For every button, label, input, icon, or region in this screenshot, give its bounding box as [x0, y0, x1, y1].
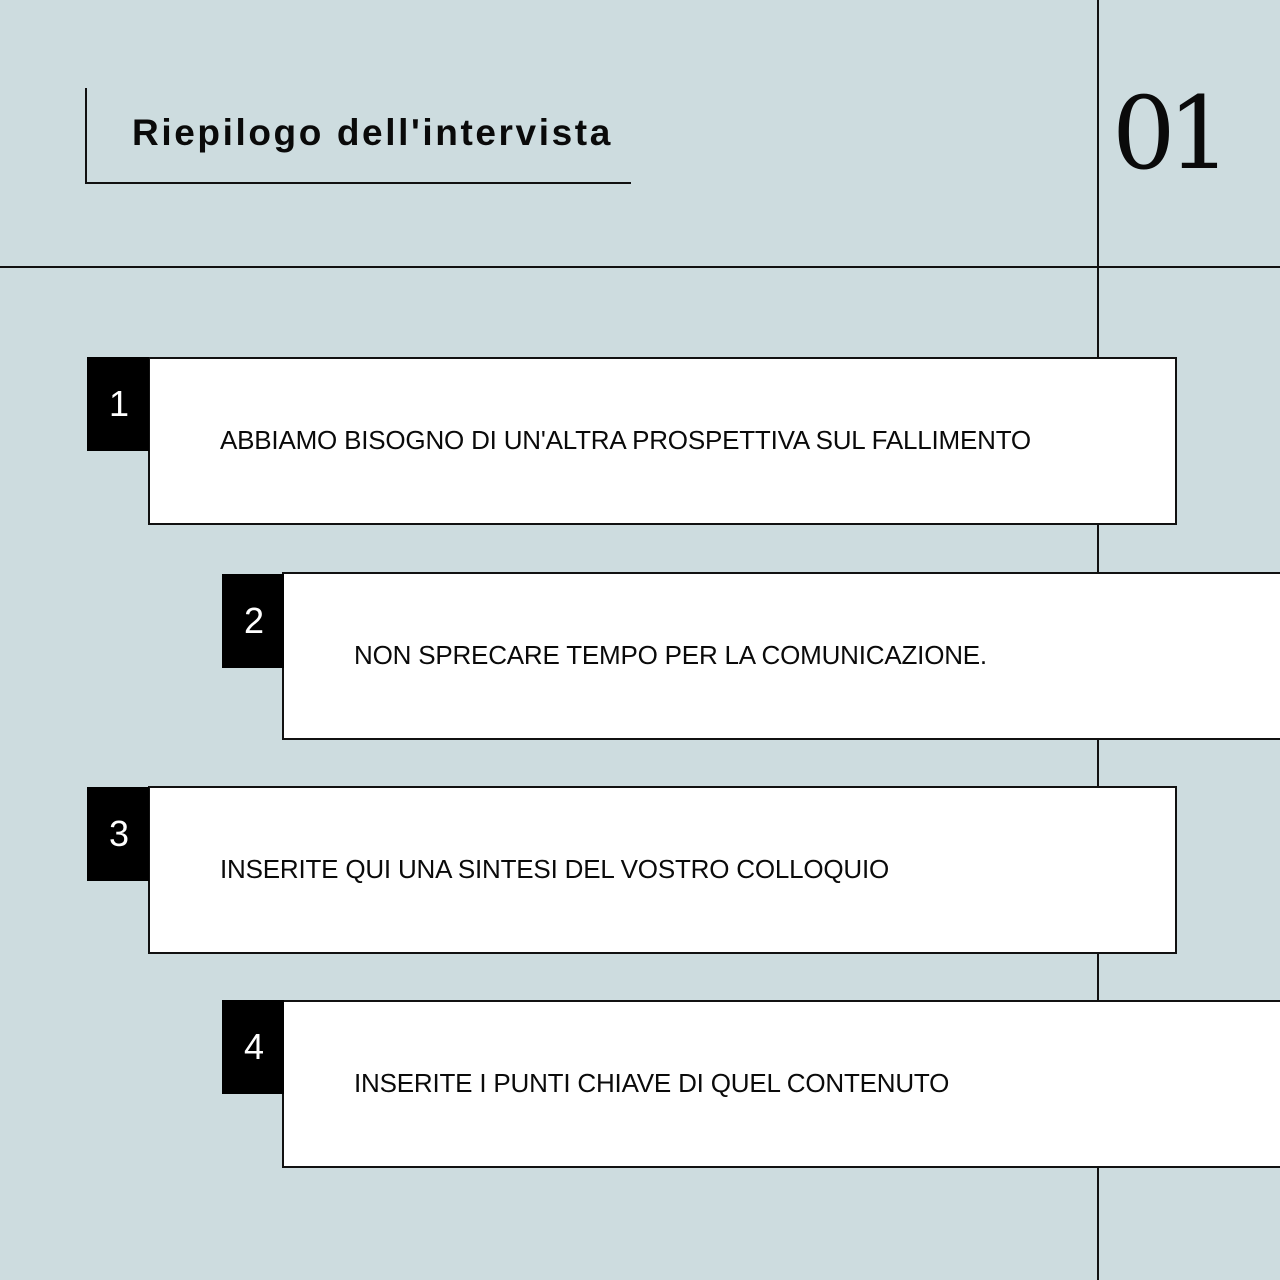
- page-number: 01: [1112, 75, 1224, 192]
- horizontal-divider-line: [0, 266, 1280, 268]
- summary-card-1: [148, 357, 1177, 525]
- summary-text-3: INSERITE QUI UNA SINTESI DEL VOSTRO COLLOQUIO: [220, 854, 890, 884]
- summary-text-2: NON SPRECARE TEMPO PER LA COMUNICAZIONE.: [354, 640, 987, 670]
- number-badge-3: 3: [87, 787, 149, 881]
- summary-card-4: [282, 1000, 1280, 1168]
- number-badge-2: 2: [222, 574, 284, 668]
- page-title: Riepilogo dell'intervista: [132, 112, 613, 153]
- number-badge-4: 4: [222, 1000, 284, 1094]
- summary-card-3: [148, 786, 1177, 954]
- number-badge-1: 1: [87, 357, 149, 451]
- summary-text-4: INSERITE I PUNTI CHIAVE DI QUEL CONTENUTO: [354, 1068, 950, 1098]
- summary-card-2: [282, 572, 1280, 740]
- summary-text-1: ABBIAMO BISOGNO DI UN'ALTRA PROSPETTIVA SUL FALLIMENTO: [220, 425, 1031, 455]
